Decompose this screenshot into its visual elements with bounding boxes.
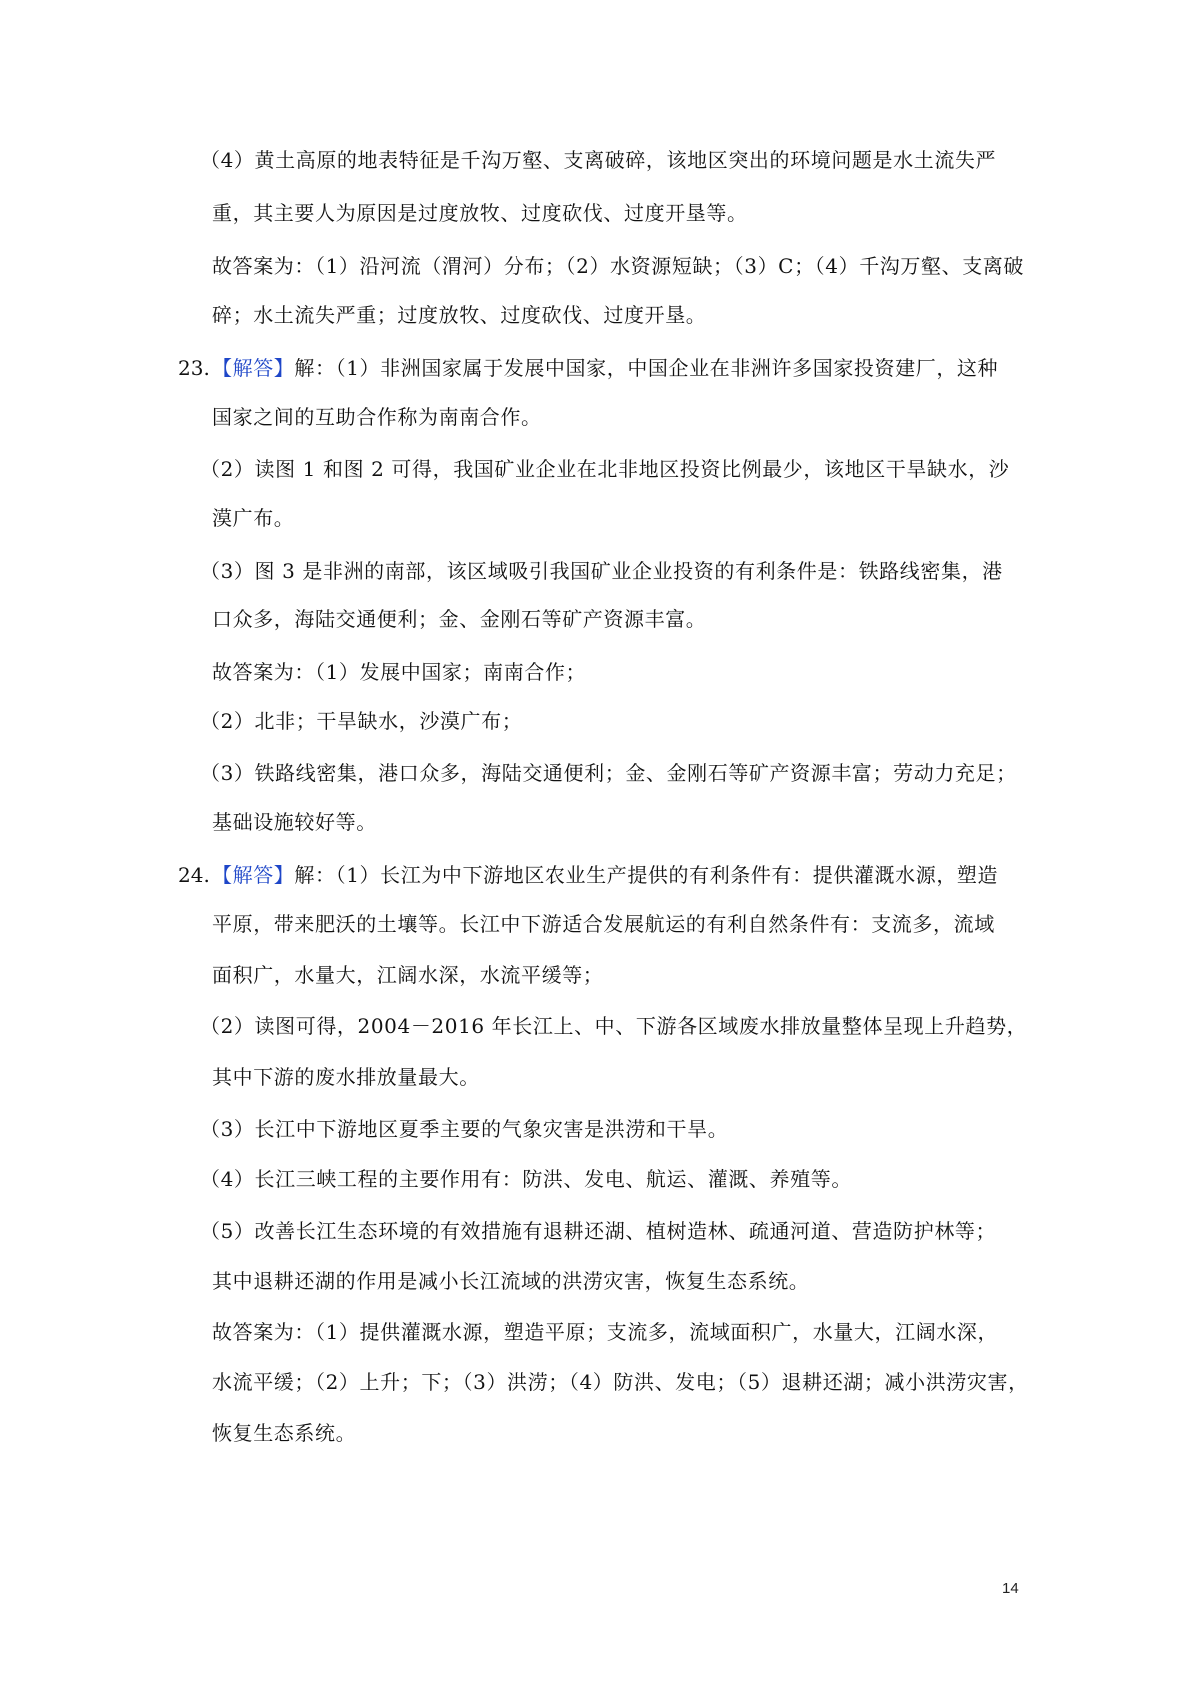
q23-answer-line4: 基础设施较好等。 bbox=[212, 810, 377, 834]
q24-answer-line3: 恢复生态系统。 bbox=[212, 1421, 357, 1445]
q22-answer-line2: 碎；水土流失严重；过度放牧、过度砍伐、过度开垦。 bbox=[212, 303, 707, 327]
q24-p1-line3: 面积广，水量大，江阔水深，水流平缓等； bbox=[212, 963, 604, 987]
q24-answer-line1: 故答案为：（1）提供灌溉水源，塑造平原；支流多，流域面积广，水量大，江阔水深， bbox=[212, 1320, 999, 1344]
q23-p1-line1 bbox=[212, 356, 998, 380]
q23-p3-line1: （3）图 3 是非洲的南部，该区域吸引我国矿业企业投资的有利条件是：铁路线密集，港 bbox=[200, 559, 1003, 583]
q24-p1-line2: 平原，带来肥沃的土壤等。长江中下游适合发展航运的有利自然条件有：支流多，流域 bbox=[212, 912, 995, 936]
q23-p2-line2: 漠广布。 bbox=[212, 506, 295, 530]
q24-answer-line2: 水流平缓；（2）上升；下；（3）洪涝；（4）防洪、发电；（5）退耕还湖；减小洪涝灾害， bbox=[212, 1370, 1029, 1394]
q23-p1-line1-text: 解：（1）非洲国家属于发展中国家，中国企业在非洲许多国家投资建厂，这种 bbox=[294, 356, 999, 380]
q23-p2-line1: （2）读图 1 和图 2 可得，我国矿业企业在北非地区投资比例最少，该地区干旱缺水，沙 bbox=[200, 457, 1010, 481]
q24-p2-line2: 其中下游的废水排放量最大。 bbox=[212, 1065, 480, 1089]
q24-p5-line1: （5）改善长江生态环境的有效措施有退耕还湖、植树造林、疏通河道、营造防护林等； bbox=[200, 1219, 997, 1243]
q24-p2-line1: （2）读图可得，2004－2016 年长江上、中、下游各区域废水排放量整体呈现上升趋势， bbox=[200, 1014, 1028, 1038]
q24-p5-line2: 其中退耕还湖的作用是减小长江流域的洪涝灾害，恢复生态系统。 bbox=[212, 1269, 810, 1293]
q24-number: 24. bbox=[178, 863, 210, 887]
page-number: 14 bbox=[1002, 1580, 1019, 1597]
q23-p3-line2: 口众多，海陆交通便利；金、金刚石等矿产资源丰富。 bbox=[212, 607, 707, 631]
q24-p1-line1-text: 解：（1）长江为中下游地区农业生产提供的有利条件有：提供灌溉水源，塑造 bbox=[294, 863, 999, 887]
q24-p3-line1: （3）长江中下游地区夏季主要的气象灾害是洪涝和干旱。 bbox=[200, 1117, 729, 1141]
q23-answer-line2: （2）北非；干旱缺水，沙漠广布； bbox=[200, 709, 523, 733]
q23-answer-tag: 【解答】 bbox=[212, 356, 295, 380]
q22-answer-line1: 故答案为：（1）沿河流（渭河）分布；（2）水资源短缺；（3）C；（4）千沟万壑、支离破 bbox=[212, 254, 1025, 278]
q22-p4-line2: 重，其主要人为原因是过度放牧、过度砍伐、过度开垦等。 bbox=[212, 201, 748, 225]
q23-p1-line2: 国家之间的互助合作称为南南合作。 bbox=[212, 405, 542, 429]
q23-answer-line3: （3）铁路线密集，港口众多，海陆交通便利；金、金刚石等矿产资源丰富；劳动力充足； bbox=[200, 761, 1017, 785]
q23-answer-line1: 故答案为：（1）发展中国家；南南合作； bbox=[212, 660, 587, 684]
q24-p1-line1 bbox=[212, 863, 998, 887]
q23-number: 23. bbox=[178, 356, 210, 380]
q22-p4-line1: （4）黄土高原的地表特征是千沟万壑、支离破碎，该地区突出的环境问题是水土流失严 bbox=[200, 148, 997, 172]
q24-p4-line1: （4）长江三峡工程的主要作用有：防洪、发电、航运、灌溉、养殖等。 bbox=[200, 1167, 852, 1191]
q24-answer-tag: 【解答】 bbox=[212, 863, 295, 887]
